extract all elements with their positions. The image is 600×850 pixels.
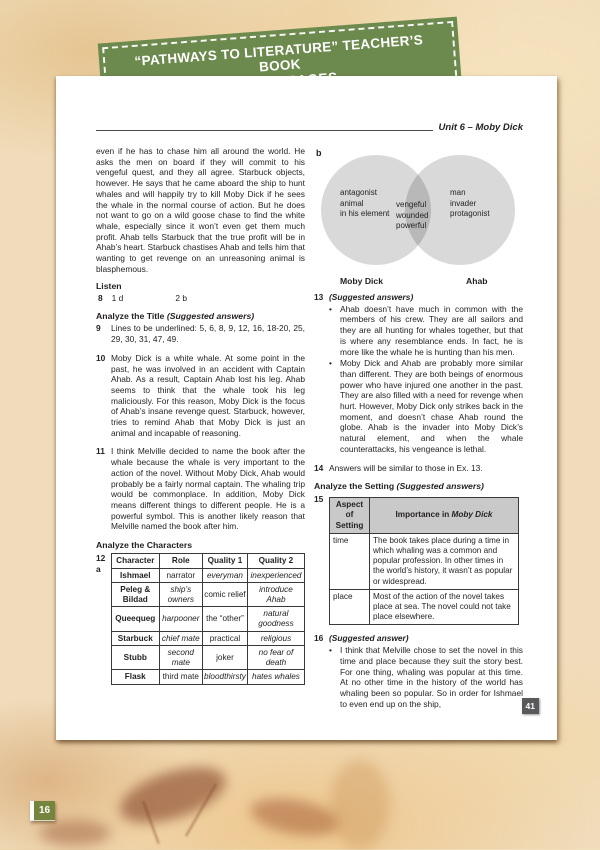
- table-row: [112, 583, 305, 607]
- venn-label: b: [316, 148, 322, 158]
- exercise-number: 8: [98, 293, 103, 304]
- bullet-item: [329, 358, 523, 454]
- intro-paragraph: even if he has to chase him all around the world. He asks the men on board if they will commit to his vengeful quest, and they all agree. Starbuck objects, however. He says that he came aboard the ship to hunt whales and will happily try to kill Moby Dick if he sees the whale in the normal course of action. But he does not want to go on a wild goose chase to find the white whale, especially since it won’t even get them much profit. Ahab tells Starbuck that the true profit will be in Ahab’s heart. Starbuck chastises Ahab and tells him that wanting to get revenge on an unreasoning animal is blasphemous.: [96, 146, 305, 274]
- left-column: [96, 146, 305, 709]
- header-rule: [96, 130, 433, 131]
- bullet-item: [329, 304, 523, 358]
- suggested-answers-label: (Suggested answers): [329, 292, 414, 302]
- page-header: [96, 122, 523, 133]
- bullet-item: [329, 645, 523, 709]
- cell-role: harpooner: [159, 607, 202, 631]
- cell-quality2: hates whales: [247, 670, 304, 685]
- table-row: [112, 670, 305, 685]
- analyze-setting-heading: [314, 481, 523, 491]
- cell-role: narrator: [159, 568, 202, 583]
- table-row: [112, 646, 305, 670]
- bullet-marker: •: [329, 303, 332, 314]
- answer-item-11: [96, 446, 305, 532]
- cell-character: Starbuck: [112, 631, 160, 646]
- bullet-text: Moby Dick and Ahab are probably more similar than different. They are both beings of enormous power who have injured one another in the past. They are also filled with a need for revenge when hurt. However, Moby Dick only strikes back in the moment, and doesn’t chase Ahab round the globe. Ahab is the invader into Moby Dick’s natural element, and when the whale counterattacks, his vengeance is lethal.: [340, 358, 523, 454]
- exercise-label: [96, 553, 111, 685]
- cell-quality2: introduce Ahab: [247, 583, 304, 607]
- cell-character: Queequeg: [112, 607, 160, 631]
- listen-answer-2: 2 b: [175, 293, 187, 304]
- item-number: 10: [96, 352, 106, 363]
- col-header-character: Character: [112, 554, 160, 569]
- item-text: Moby Dick is a white whale. At some point in the past, he was involved in an accident with Captain Ahab. As a result, Captain Ahab lost his leg. Ahab seems to think that the whale took his leg maliciously. For this reason, Moby Dick is the focus of Ahab’s insane revenge quest. Starbuck, however, tries to remind Ahab that Moby Dick is just an animal and incapable of reasoning.: [111, 352, 305, 438]
- cell-aspect: place: [330, 589, 370, 625]
- cell-quality1: bloodthirsty: [203, 670, 248, 685]
- dried-flower-decoration: [40, 820, 110, 846]
- venn-item: powerful: [396, 221, 427, 230]
- table-row: [330, 589, 519, 625]
- analyze-title-label: Analyze the Title: [96, 311, 167, 322]
- listen-answers: [98, 293, 305, 303]
- right-column: [314, 146, 523, 709]
- venn-item: wounded: [396, 210, 429, 220]
- cell-quality1: practical: [203, 631, 248, 646]
- venn-right-list: [450, 188, 512, 220]
- venn-item: in his element: [340, 209, 390, 218]
- venn-item: animal: [340, 198, 364, 208]
- item-number: 16: [314, 633, 324, 644]
- col-header-importance: [370, 498, 519, 534]
- exercise-15: [314, 494, 523, 625]
- venn-item: protagonist: [450, 209, 490, 218]
- bullet-marker: •: [329, 358, 332, 369]
- characters-table: [111, 553, 305, 685]
- cell-quality2: inexperienced: [247, 568, 304, 583]
- cell-quality1: joker: [203, 646, 248, 670]
- exercise-label: 15: [314, 494, 324, 505]
- venn-item: invader: [450, 198, 477, 208]
- cell-character: Stubb: [112, 646, 160, 670]
- suggested-answers-label: (Suggested answers): [396, 481, 484, 492]
- cell-quality1: comic relief: [203, 583, 248, 607]
- bullet-text: I think that Melville chose to set the novel in this time and place because they suit the story best. For one thing, whaling was popular at this time. At no other time in the history of the world has whaling been so popular. So in order for Ishmael to even end up on the ship,: [340, 645, 523, 709]
- col-header-role: Role: [159, 554, 202, 569]
- venn-caption-moby-dick: Moby Dick: [340, 276, 383, 286]
- item-text: Lines to be underlined: 5, 6, 8, 9, 12, 16, 18-20, 25, 29, 30, 31, 47, 49.: [111, 323, 305, 345]
- table-row: [330, 533, 519, 589]
- answer-item-13: [314, 292, 523, 455]
- venn-item: man: [450, 188, 466, 197]
- cell-importance: Most of the action of the novel takes place at sea. The novel could not take place elsewhere.: [370, 589, 519, 625]
- page-number-badge: 41: [522, 698, 539, 714]
- cell-role: ship’s owners: [159, 583, 202, 607]
- answer-item-10: [96, 353, 305, 439]
- venn-middle-list: [396, 200, 448, 232]
- cell-quality2: religious: [247, 631, 304, 646]
- answer-item-9: [96, 323, 305, 344]
- table-header-row: [330, 498, 519, 534]
- table-row: [112, 607, 305, 631]
- dried-flower-decoration: [330, 760, 390, 850]
- cell-aspect: time: [330, 533, 370, 589]
- setting-table: [329, 497, 519, 625]
- answer-item-16: [314, 633, 523, 709]
- dried-flower-decoration: [114, 756, 233, 834]
- cell-quality1: the “other”: [203, 607, 248, 631]
- analyze-characters-heading: Analyze the Characters: [96, 540, 193, 551]
- venn-item: antagonist: [340, 188, 377, 197]
- cell-importance: The book takes place during a time in which whaling was a common and popular profession. In other times in the world’s history, it wasn’t as popular or widespread.: [370, 533, 519, 589]
- item-number: 11: [96, 446, 105, 457]
- cell-character: Peleg & Bildad: [112, 583, 160, 607]
- venn-item: vengeful: [396, 200, 427, 209]
- cell-role: chief mate: [159, 631, 202, 646]
- bullet-marker: •: [329, 645, 332, 656]
- suggested-answer-label: (Suggested answer): [329, 633, 409, 644]
- cell-role: second mate: [159, 646, 202, 670]
- cell-role: third mate: [159, 670, 202, 685]
- venn-caption-ahab: Ahab: [466, 276, 488, 286]
- venn-diagram: [314, 148, 523, 286]
- item-text: I think Melville decided to name the book after the whale because the whale is very important to the action of the novel. Without Moby Dick, Ahab would probably be a fairly normal captain. The whaling trip would be commonplace. In addition, Moby Dick means different things to different people. He is a powerful symbol. This is another likely reason that Melville named the book after him.: [111, 446, 305, 532]
- table-row: [112, 631, 305, 646]
- dried-flower-decoration: [248, 792, 343, 841]
- cell-character: Flask: [112, 670, 160, 685]
- venn-left-list: [340, 188, 396, 220]
- item-number: 13: [314, 292, 324, 302]
- col-header-aspect: Aspect of Setting: [330, 498, 370, 534]
- listen-heading: Listen: [96, 281, 122, 292]
- exercise-number: 12: [96, 553, 106, 564]
- brochure-page-number-badge: 16: [30, 801, 55, 821]
- suggested-answers-label: (Suggested answers): [166, 311, 255, 322]
- importance-prefix: Importance in: [395, 510, 452, 520]
- answer-item-14: [314, 463, 523, 474]
- item-number: 14: [314, 462, 324, 473]
- item-number: 9: [96, 323, 101, 334]
- analyze-setting-label: Analyze the Setting: [314, 481, 397, 492]
- flower-stem-decoration: [142, 801, 159, 844]
- cell-character: Ishmael: [112, 568, 160, 583]
- unit-title: Unit 6 – Moby Dick: [438, 122, 523, 133]
- book-page: [56, 76, 557, 740]
- col-header-quality1: Quality 1: [203, 554, 248, 569]
- banner-title: “PATHWAYS TO LITERATURE” TEACHER’S BOOK: [134, 32, 424, 75]
- table-row: [112, 568, 305, 583]
- bullet-text: Ahab doesn’t have much in common with the members of his crew. They are all sailors and they are all hunting for whales together, but that is where any resemblance ends. In fact, he is more like the whale he is hunting than his men.: [340, 303, 523, 357]
- col-header-quality2: Quality 2: [247, 554, 304, 569]
- flower-stem-decoration: [185, 784, 217, 837]
- exercise-letter: a: [96, 563, 101, 574]
- cell-quality2: natural goodness: [247, 607, 304, 631]
- book-title: Moby Dick: [451, 510, 493, 520]
- cell-quality2: no fear of death: [247, 646, 304, 670]
- item-text: Answers will be similar to those in Ex. 13.: [329, 462, 483, 473]
- cell-quality1: everyman: [203, 568, 248, 583]
- listen-answer-1: 1 d: [111, 293, 124, 304]
- analyze-title-heading: [96, 311, 305, 321]
- exercise-12: [96, 553, 305, 685]
- table-header-row: [112, 554, 305, 569]
